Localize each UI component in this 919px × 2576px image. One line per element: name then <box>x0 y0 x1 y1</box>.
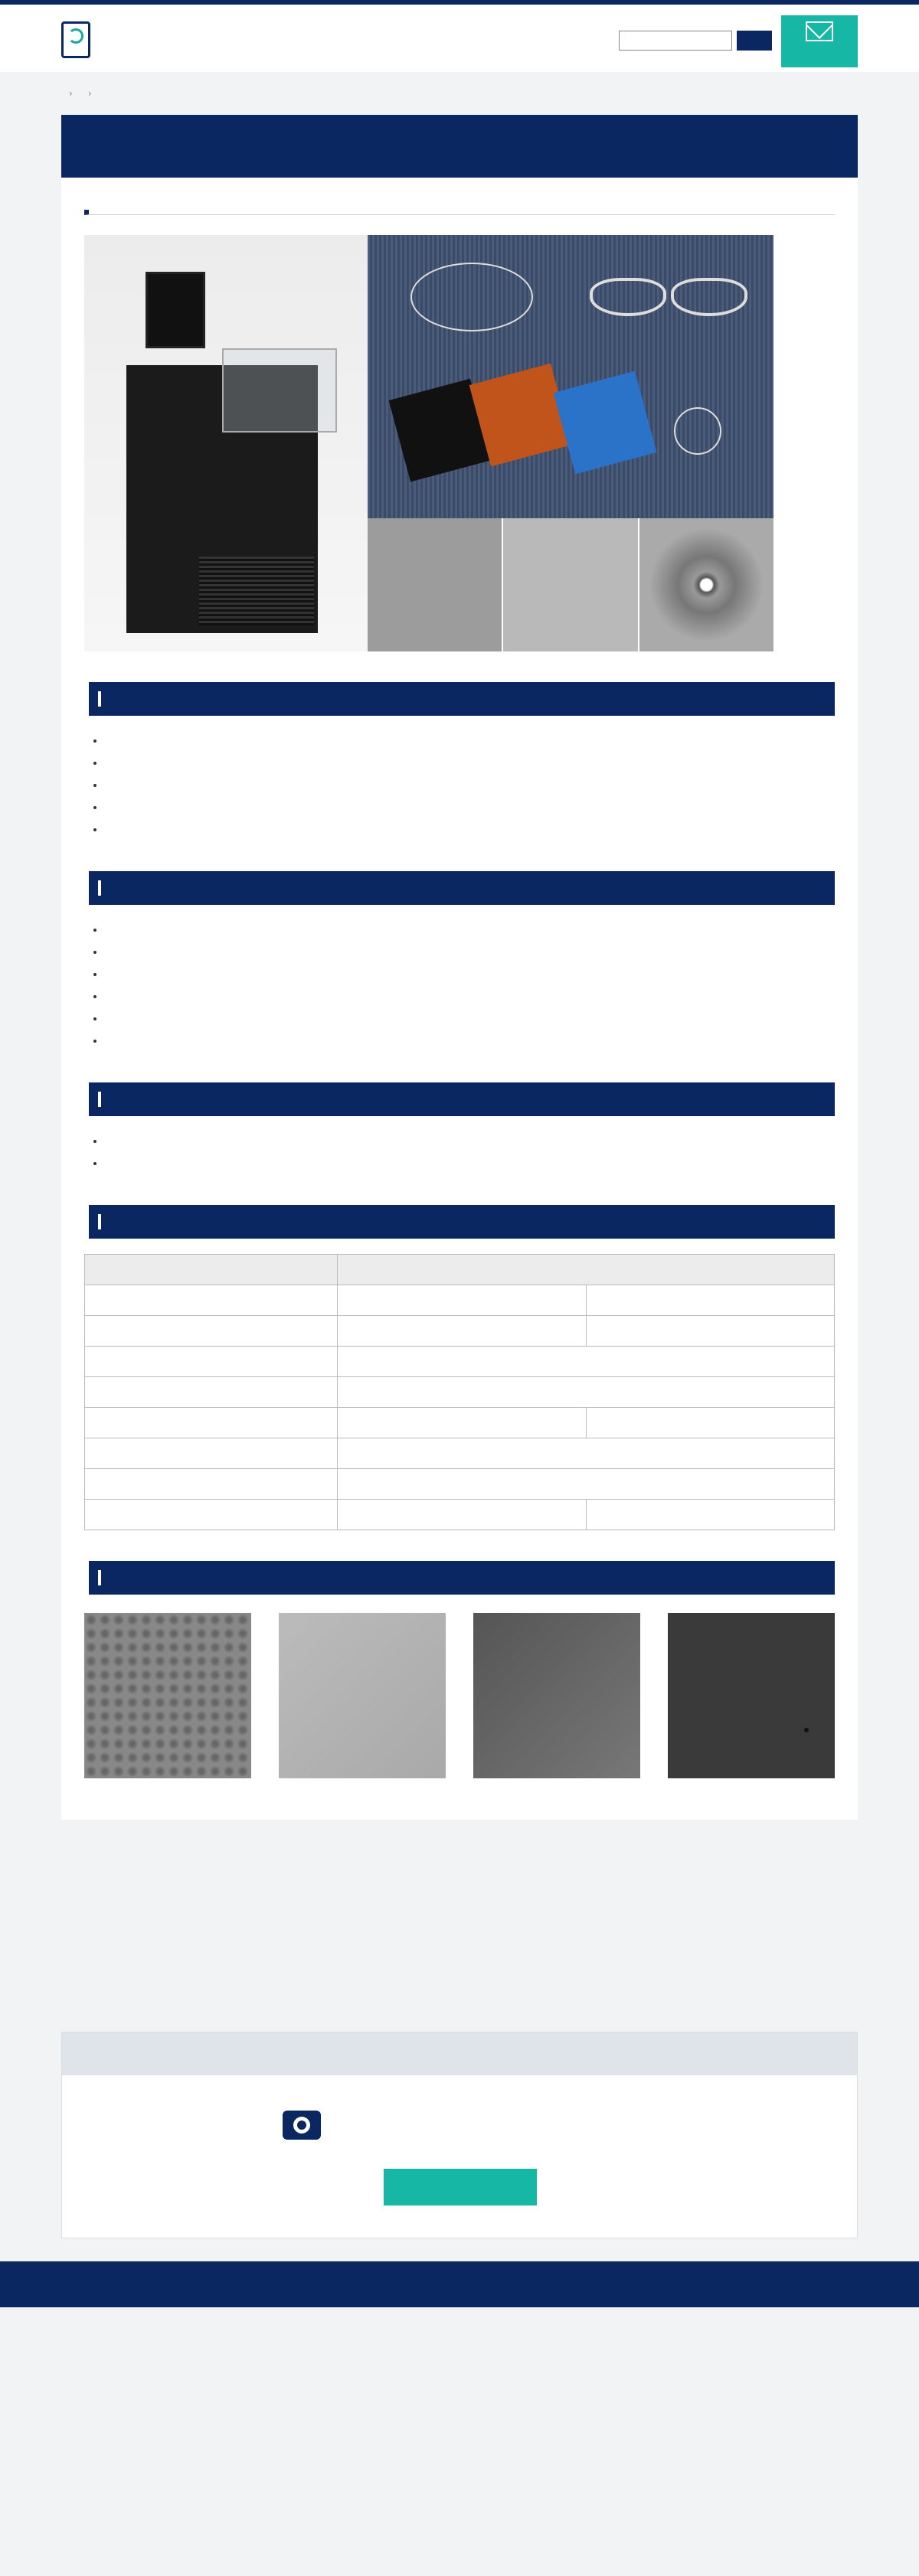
list-item <box>104 1152 835 1174</box>
spec-heading <box>84 1205 835 1239</box>
table-row <box>85 1408 835 1438</box>
chevron-right-icon: › <box>69 88 73 99</box>
gallery-heading <box>84 1561 835 1595</box>
product-title <box>84 210 835 215</box>
cta-title <box>62 2032 857 2075</box>
gallery-item <box>84 1613 251 1784</box>
uses-heading <box>84 871 835 905</box>
table-row <box>85 1285 835 1316</box>
chevron-right-icon: › <box>87 88 92 99</box>
machine-photo <box>84 235 368 651</box>
footer-nav <box>0 2261 919 2307</box>
contact-button[interactable] <box>781 15 858 67</box>
site-search <box>619 31 772 51</box>
table-header-row <box>85 1255 835 1285</box>
consultation-box <box>61 2032 858 2238</box>
table-row <box>85 1438 835 1469</box>
list-item <box>104 752 835 774</box>
defect-image <box>668 1613 835 1778</box>
list-item <box>104 1130 835 1152</box>
detect-heading <box>84 1082 835 1116</box>
table-row <box>85 1377 835 1408</box>
list-item <box>104 1007 835 1030</box>
detect-list <box>104 1130 835 1174</box>
table-row <box>85 1469 835 1500</box>
list-item <box>104 985 835 1007</box>
camera-icon <box>283 2111 321 2140</box>
table-row <box>85 1316 835 1347</box>
gallery-item <box>668 1613 835 1784</box>
uses-list <box>104 919 835 1052</box>
footer-info <box>0 2307 919 2576</box>
spec-table <box>84 1254 835 1530</box>
list-item <box>104 1030 835 1052</box>
features-heading <box>84 682 835 716</box>
search-input[interactable] <box>619 31 732 51</box>
envelope-icon <box>806 21 833 41</box>
list-item <box>104 730 835 752</box>
defect-image <box>279 1613 446 1778</box>
list-item <box>104 818 835 841</box>
breadcrumb <box>61 86 100 101</box>
global-nav <box>371 28 456 55</box>
list-item <box>104 941 835 963</box>
defect-image <box>84 1613 251 1778</box>
gallery <box>84 1613 835 1784</box>
list-item <box>104 919 835 941</box>
cta-contact-button[interactable] <box>384 2169 537 2205</box>
table-row <box>85 1500 835 1530</box>
table-row <box>85 1347 835 1377</box>
hero-image <box>84 235 773 651</box>
list-item <box>104 774 835 796</box>
search-button[interactable] <box>737 31 772 51</box>
defect-image <box>473 1613 640 1778</box>
site-header <box>0 5 919 72</box>
page-title <box>61 115 858 178</box>
division-links <box>61 2445 858 2457</box>
samples-photo <box>368 235 773 651</box>
logo-mark-icon <box>61 21 90 58</box>
list-item <box>104 963 835 985</box>
main-content <box>61 115 858 1820</box>
features-list <box>104 730 835 841</box>
company-logo[interactable] <box>61 18 245 61</box>
gallery-item <box>473 1613 640 1784</box>
list-item <box>104 796 835 818</box>
gallery-item <box>279 1613 446 1784</box>
footer-address <box>61 2370 83 2387</box>
cta-message <box>283 2106 666 2144</box>
